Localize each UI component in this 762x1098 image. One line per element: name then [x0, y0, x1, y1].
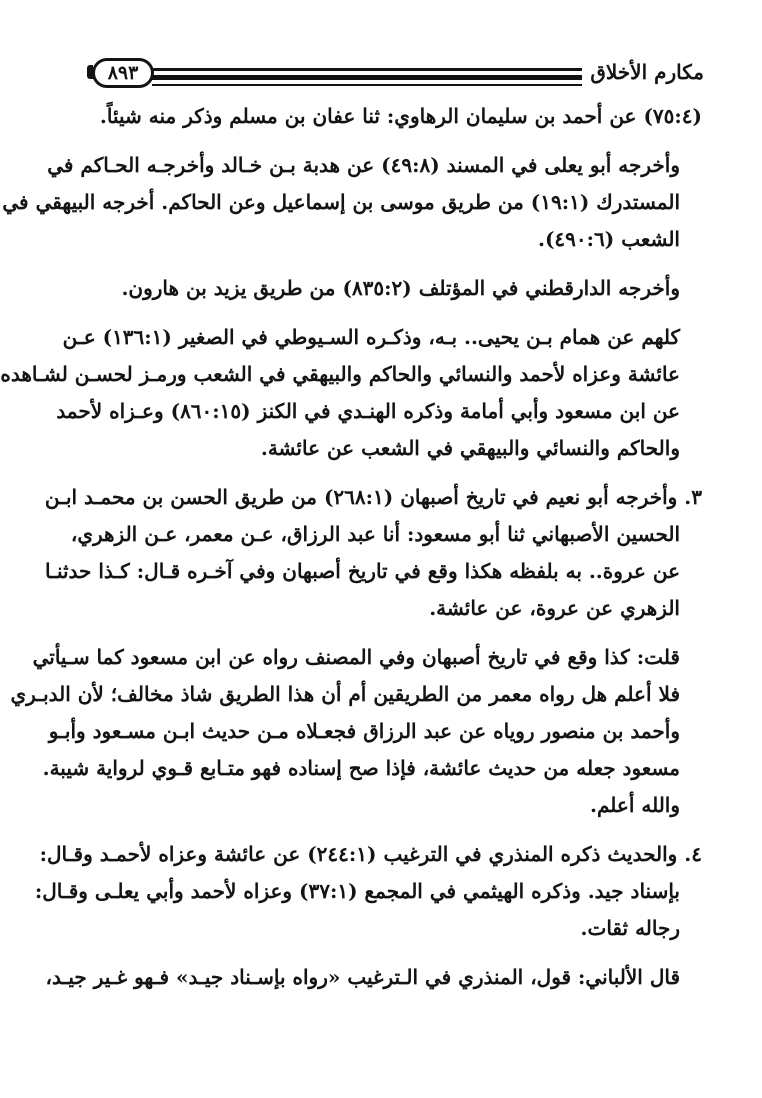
- header-rule-middle: [152, 75, 582, 80]
- paragraph-abu-yala: [2, 147, 702, 258]
- text-line: الزهري عن عروة، عن عائشة.: [429, 596, 680, 620]
- running-title: مكارم الأخلاق: [590, 60, 704, 84]
- text-line: ٣. وأخرجه أبو نعيم في تاريخ أصبهان (٢٦٨:١) من طريق الحسن بن محمـد ابـن: [44, 485, 702, 509]
- text-line: ٤. والحديث ذكره المنذري في الترغيب (٢٤٤:١) عن عائشة وعزاه لأحمـد وقـال:: [39, 842, 702, 866]
- text-line: قلت: كذا وقع في تاريخ أصبهان وفي المصنف رواه عن ابن مسعود كما سـيأتي: [32, 645, 680, 669]
- text-line: عائشة وعزاه لأحمد والنسائي والحاكم والبيهقي في الشعب ورمـز لحسـن لشـاهده: [0, 362, 680, 386]
- text-line: عن ابن مسعود وأبي أمامة وذكره الهنـدي في الكنز (٨٦٠:١٥) وعـزاه لأحمد: [56, 399, 680, 423]
- paragraph-item-4: [34, 836, 702, 947]
- text-line: المستدرك (١٩:١) من طريق موسى بن إسماعيل وعن الحاكم. أخرجه البيهقي في: [2, 190, 680, 214]
- text-line: وأخرجه الدارقطني في المؤتلف (٨٣٥:٢) من طريق يزيد بن هارون.: [121, 276, 680, 300]
- text-line: مسعود جعله من حديث عائشة، فإذا صح إسناده فهو متـابع قـوي لرواية شيبة.: [42, 756, 680, 780]
- text-line: وأحمد بن منصور روياه عن عبد الرزاق فجعـلاه مـن حديث ابـن مسـعود وأبـو: [48, 719, 680, 743]
- paragraph-continuation: [74, 98, 702, 135]
- text-line: (٧٥:٤) عن أحمد بن سليمان الرهاوي: ثنا عفان بن مسلم وذكر منه شيئاً.: [99, 104, 702, 128]
- text-line: قال الألباني: قول، المنذري في الـترغيب «رواه بإسـناد جيـد» فـهو غـير جيـد،: [45, 965, 680, 989]
- page-body: [0, 98, 702, 1008]
- page-number-badge: [92, 58, 154, 88]
- paragraph-qultu: [10, 639, 702, 824]
- text-line: رجاله ثقات.: [580, 916, 680, 940]
- header-rule-bottom: [152, 84, 582, 86]
- text-line: الشعب (٤٩٠:٦).: [537, 227, 680, 251]
- paragraph-item-3: [44, 479, 702, 627]
- paragraph-hammam: [0, 319, 702, 467]
- paragraph-albani: [45, 959, 702, 996]
- text-line: وأخرجه أبو يعلى في المسند (٤٩:٨) عن هدبة بـن خـالد وأخرجـه الحـاكم في: [47, 153, 680, 177]
- page-header: [92, 58, 704, 92]
- text-line: والحاكم والنسائي والبيهقي في الشعب عن عائشة.: [260, 436, 680, 460]
- text-line: كلهم عن همام بـن يحيى.. بـه، وذكـره السـيوطي في الصغير (١٣٦:١) عـن: [62, 325, 680, 349]
- text-line: والله أعلم.: [590, 793, 680, 817]
- text-line: فلا أعلم هل رواه معمر من الطريقين أم أن هذا الطريق شاذ مخالف؛ لأن الدبـري: [10, 682, 680, 706]
- text-line: عن عروة.. به بلفظه هكذا وقع في تاريخ أصبهان وفي آخـره قـال: كـذا حدثنـا: [45, 559, 680, 583]
- header-rule-top: [152, 68, 582, 71]
- page-number: ٨٩٣: [107, 62, 139, 84]
- paragraph-daraqutni: [74, 270, 702, 307]
- text-line: بإسناد جيد. وذكره الهيثمي في المجمع (٣٧:١) وعزاه لأحمد وأبي يعلـى وقـال:: [34, 879, 680, 903]
- page-badge-ornament: [87, 65, 93, 79]
- text-line: الحسين الأصبهاني ثنا أبو مسعود: أنا عبد الرزاق، عـن معمر، عـن الزهري،: [70, 522, 680, 546]
